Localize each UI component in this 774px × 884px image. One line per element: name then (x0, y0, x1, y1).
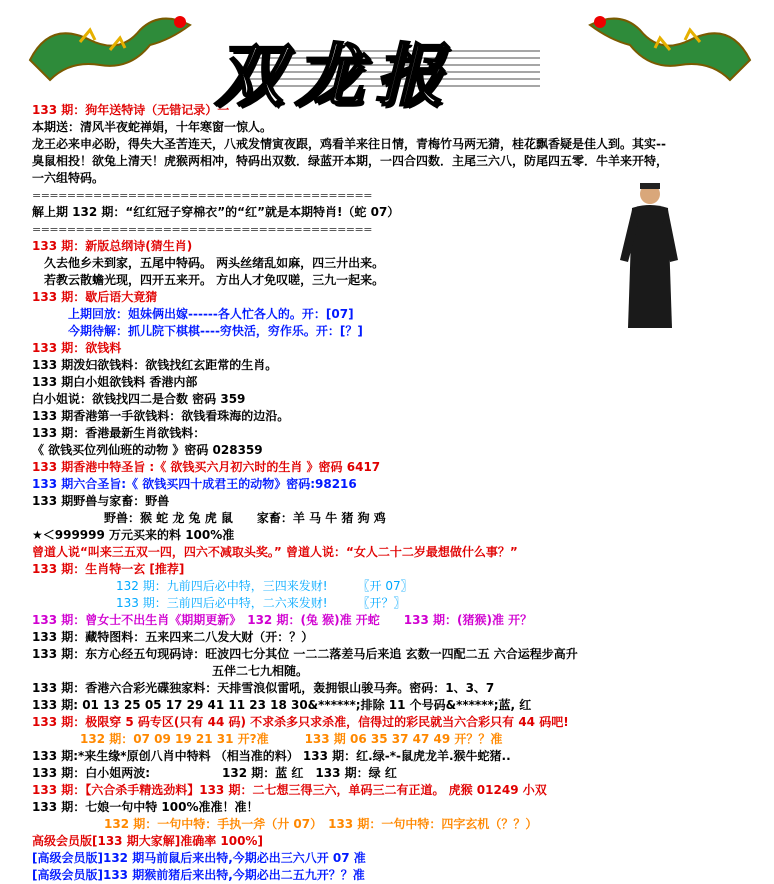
text-line: 133 期：新版总纲诗(猜生肖) (32, 239, 193, 253)
text-line: 133 期：歇后语大竟猜 (32, 290, 158, 304)
text-line: 133 期野兽与家畜：野兽 (32, 494, 170, 508)
text-line: 133 期：白小姐两波: 132 期：蓝 红 133 期：绿 红 (32, 766, 397, 780)
text-line: 133 期：东方心经五句现码诗：旺波四七分其位 一二二落差马后来追 玄数一四配二五 六合运程步高升 (32, 647, 578, 661)
text-line: 133 期：七娘一句中特 100%准准！准！ (32, 800, 259, 814)
text-line: 133 期:*来生缘*原创八肖中特料 （相当准的料） 133 期：红.绿-*-鼠虎龙羊.猴牛蛇猪.. (32, 749, 511, 763)
text-line: 133 期：狗年送特诗（无错记录）一 (32, 103, 230, 117)
text-line: 133 期：【六合杀手精选劲料】133 期：二七想三得三六，单码三二有正道。 虎猴 01249 小双 (32, 783, 547, 797)
text-line: 解上期 132 期：“红红冠子穿棉衣”的“红”就是本期特肖!（蛇 07） (32, 205, 400, 219)
text-line: 五伴二七九相随。 (32, 664, 309, 678)
text-line: 《 欲钱买位列仙班的动物 》密码 028359 (32, 443, 263, 457)
text-line: 133 期：生肖特一玄 [推荐] (32, 562, 185, 576)
text-line: 133 期：香港六合彩光碟独家料：天排雪浪似雷吼，轰拥银山骏马奔。密码：1、3、7 (32, 681, 495, 695)
text-line: 133 期泼妇欲钱料：欲钱找红玄距常的生肖。 (32, 358, 278, 372)
text-line: 133 期香港第一手欲钱料：欲钱看珠海的边沿。 (32, 409, 290, 423)
text-line: [高级会员版]133 期猴前猪后来出特,今期必出二五九开？？准 (32, 868, 365, 882)
dragon-right-image (560, 0, 760, 95)
text-line: 133 期：三前四后必中特，二六来发财! 〖开？〗 (32, 596, 406, 610)
article-body (32, 102, 767, 884)
text-line: 132 期：一句中特：手执一斧（廾 07） 133 期：一句中特：四字玄机（？？） (32, 817, 538, 831)
text-line: ======================================= (32, 223, 372, 236)
text-line: 133 期白小姐欲钱料 香港内部 (32, 375, 198, 389)
text-line: 133 期香港中特圣旨 :《 欲钱买六月初六时的生肖 》密码 6417 (32, 460, 381, 474)
text-line: 龙王必来申必盼，得失大圣苦连天，八戒发情寅夜跟，鸡看羊来往日情，青梅竹马两无猜，桂花飘香疑是佳人到。其实--臭鼠相投！欲兔上清天！虎猴两相冲，特码出双数．绿蓝开本期，一四合四数．主尾三六八，防尾四五零．牛羊来开特，一六组特码。 (32, 137, 669, 185)
page-title: 双龙报 (215, 36, 456, 116)
text-line: 高级会员版[133 期大家解]准确率 100%] (32, 834, 263, 848)
text-line: 133 期六合圣旨:《 欲钱买四十成君王的动物》密码:98216 (32, 477, 357, 491)
text-line: 133 期：香港最新生肖欲钱料： (32, 426, 206, 440)
text-line: 本期送：清风半夜蛇禅娟，十年寒窗一惊人。 (32, 120, 273, 134)
text-line: ======================================= (32, 189, 372, 202)
text-line: 132 期：九前四后必中特，三四来发财! 〖开 07〗 (32, 579, 413, 593)
text-line: 上期回放：姐妹俩出嫁------各人忙各人的。开：[07] (32, 307, 354, 321)
text-line: [高级会员版]132 期马前鼠后来出特,今期必出三六八开 07 准 (32, 851, 366, 865)
text-line: 133 期：曾女士不出生肖《期期更新》 132 期：(兔 猴)准 开蛇 133 期：(猪猴)准 开？ (32, 613, 533, 627)
text-line: ★＜999999 万元买来的料 100%准 (32, 528, 235, 542)
text-line: 野兽：猴 蛇 龙 兔 虎 鼠 家畜：羊 马 牛 猪 狗 鸡 (32, 511, 386, 525)
text-line: 133 期: 01 13 25 05 17 29 41 11 23 18 30&******;排除 11 个号码&******;蓝, 红 (32, 698, 532, 712)
text-line: 133 期：藏特图料：五来四来二八发大财（开：？） (32, 630, 314, 644)
text-line: 白小姐说：欲钱找四二是合数 密码 359 (32, 392, 246, 406)
text-line: 若教云散蟾光现，四开五来开。 方出人才免叹嗟，三九一起来。 (32, 273, 385, 287)
text-line: 今期待解：抓儿院下棋棋----穷快活，穷作乐。开：[？] (32, 324, 363, 338)
text-line: 133 期：欲钱料 (32, 341, 122, 355)
text-line: 曾道人说“叫来三五双一四，四六不减取头奖。” 曾道人说：“女人二十二岁最想做什么事？” (32, 545, 518, 559)
dragon-left-image (20, 0, 210, 95)
text-line: 久去他乡未到家，五尾中特码。 两头丝绪乱如麻，四三廾出来。 (32, 256, 385, 270)
text-line: 132 期：07 09 19 21 31 开?准 133 期 06 35 37 47 49 开？？准 (32, 732, 503, 746)
text-line: 133 期：极限穿 5 码专区(只有 44 码) 不求杀多只求杀准，信得过的彩民就当六合彩只有 44 码吧! (32, 715, 569, 729)
